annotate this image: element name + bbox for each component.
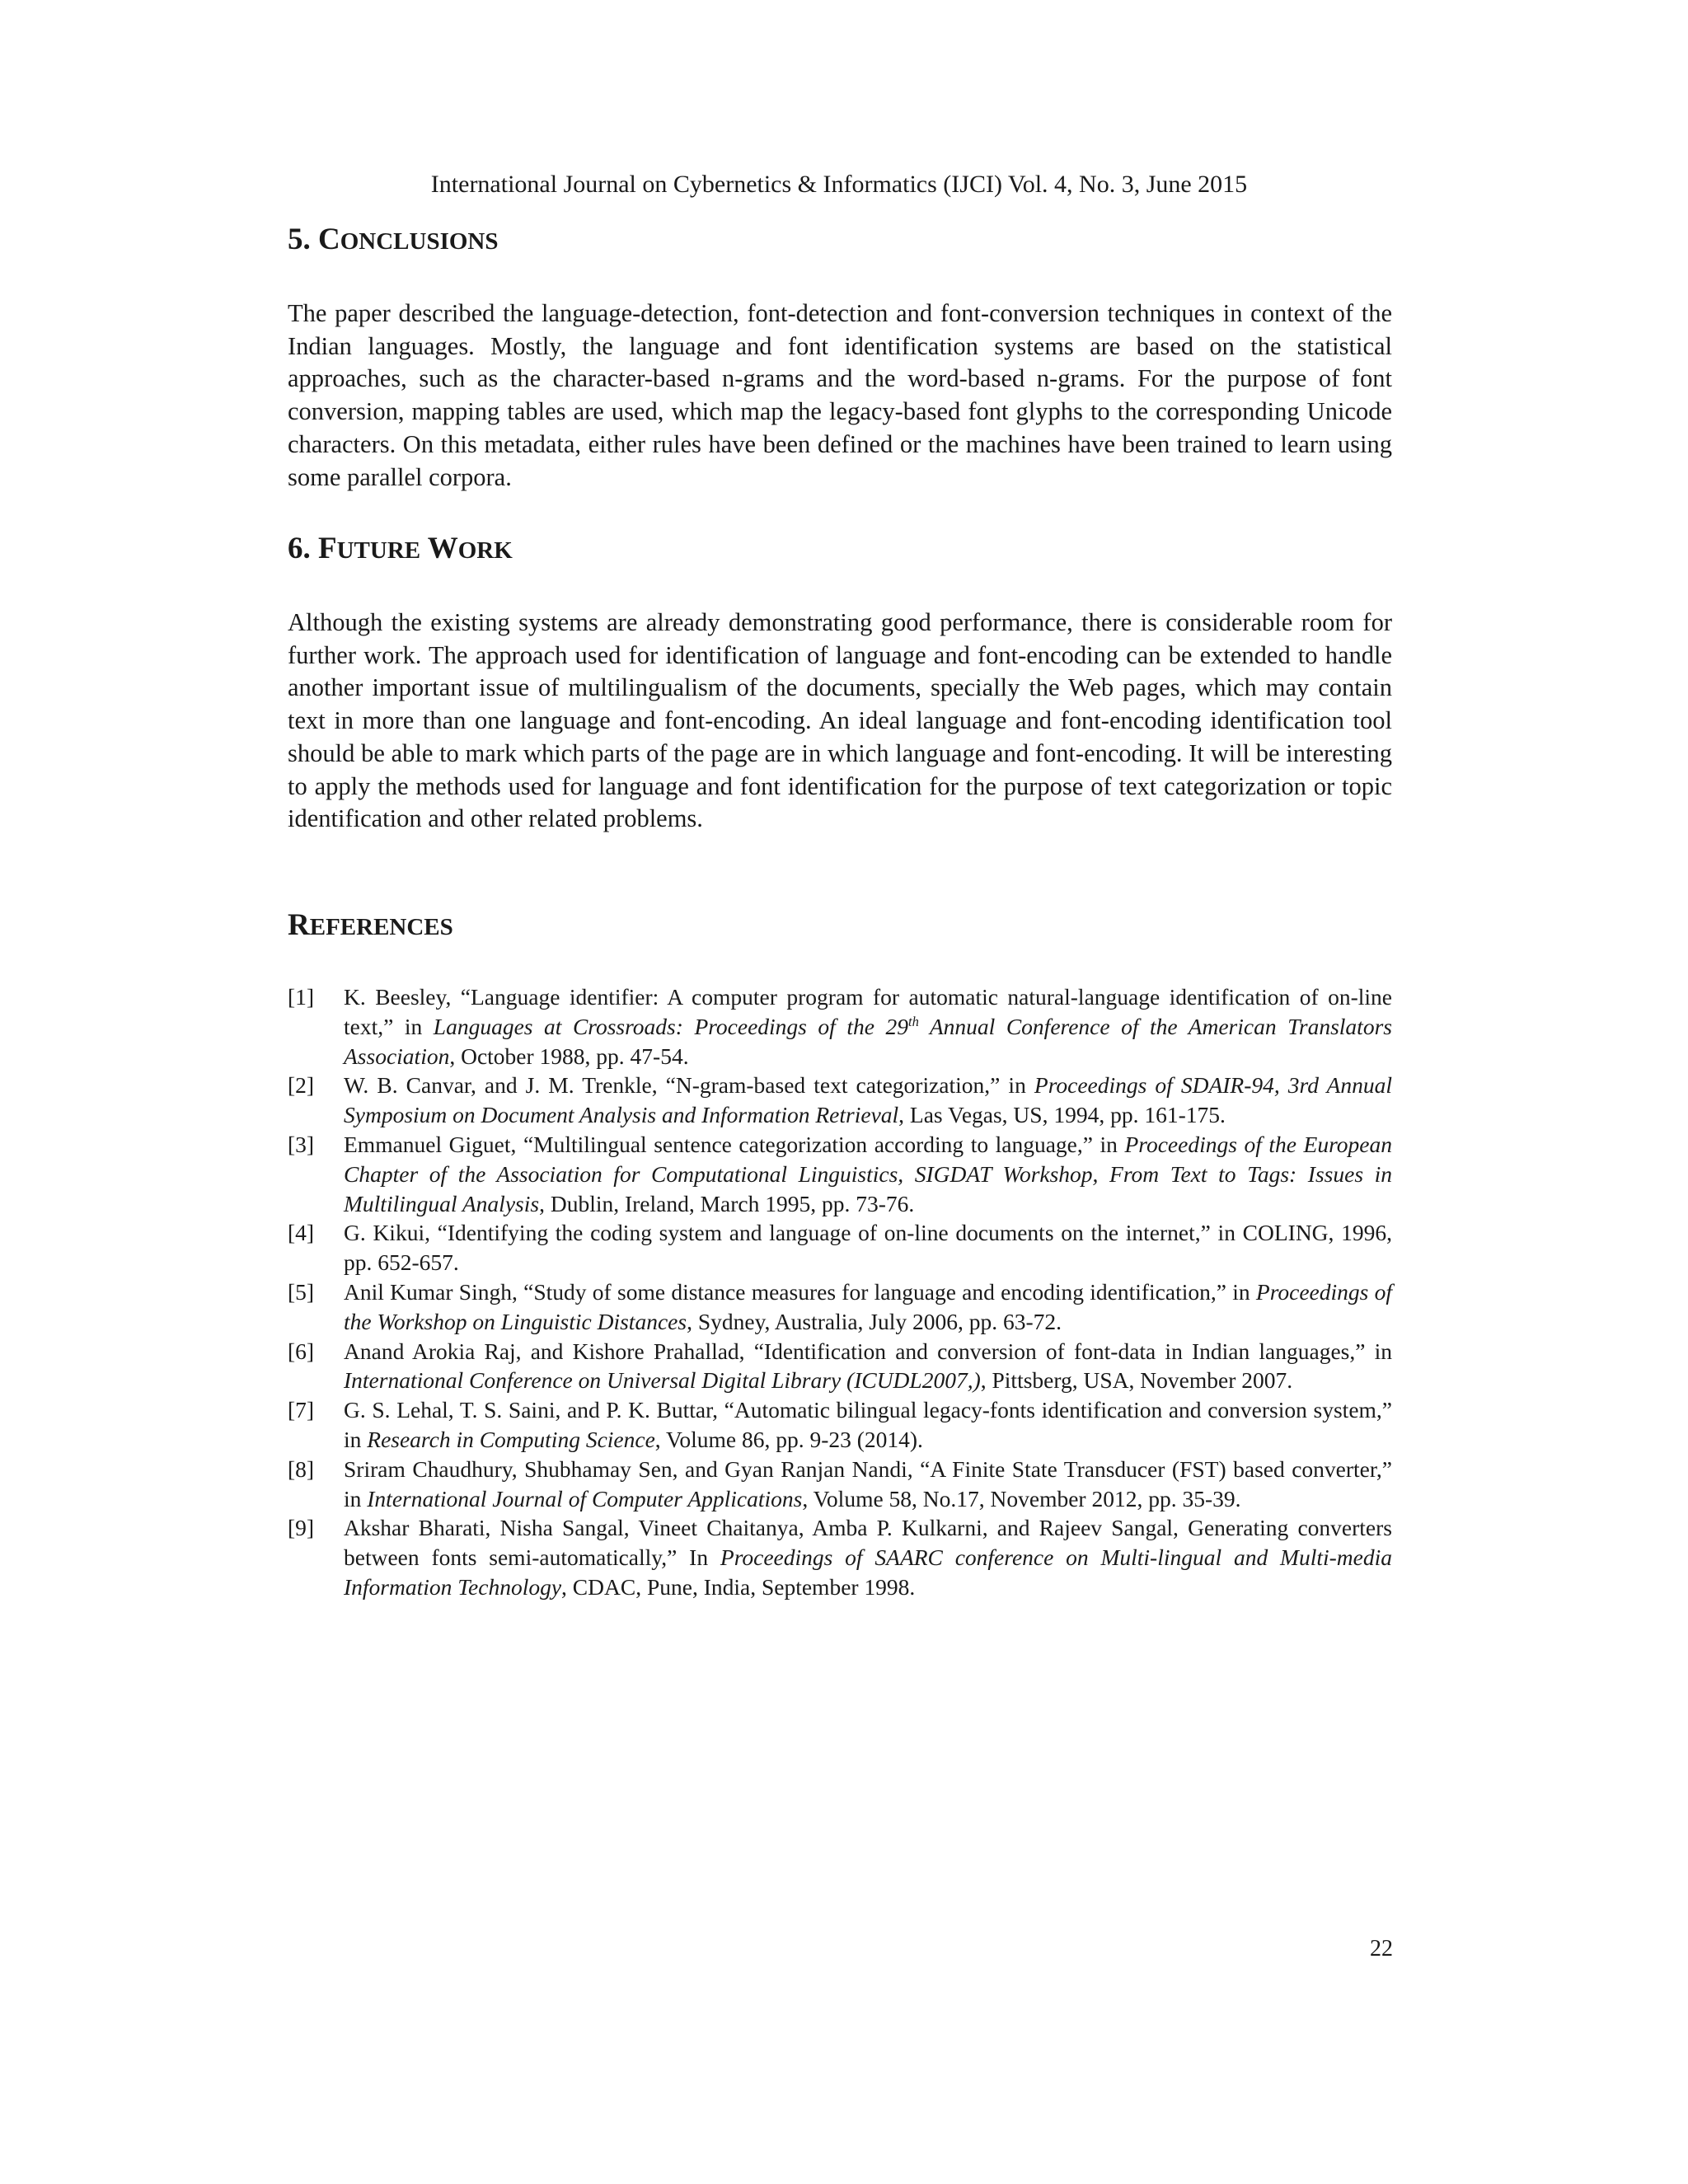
reference-number: [4] xyxy=(288,1220,315,1246)
reference-number: [2] xyxy=(288,1072,315,1099)
reference-item xyxy=(288,1277,1392,1337)
conclusions-body: The paper described the language-detection, font-detection and font-conversion techniques in context of the Indian languages. Mostly, the language and font identification systems are based on the statistical approaches, such as the character-based n-grams and the word-based n-grams. For the purpose of font conversion, mapping tables are used, which map the legacy-based font glyphs to the corresponding Unicode characters. On this metadata, either rules have been defined or the machines have been trained to learn using some parallel corpora. xyxy=(288,299,1392,491)
conclusions-section xyxy=(288,223,1392,494)
references-heading-block xyxy=(288,908,1392,944)
reference-text: W. B. Canvar, and J. M. Trenkle, “N-gram-based text categorization,” in Proceedings of SDAIR-94, 3rd Annual Symposium on Document Analysis and Information Retrieval, Las Vegas, US, 1994, pp. 161-175. xyxy=(344,1072,1392,1128)
reference-item xyxy=(288,1130,1392,1218)
future-work-title-initial-1: F xyxy=(318,532,337,565)
page-number: 22 xyxy=(1370,1936,1393,1961)
references-title-initial: R xyxy=(288,908,310,942)
running-header: International Journal on Cybernetics & Informatics (IJCI) Vol. 4, No. 3, June 2015 xyxy=(430,171,1248,198)
reference-item xyxy=(288,982,1392,1071)
future-work-number: 6. xyxy=(288,532,311,565)
future-work-title-rest-2: ORK xyxy=(457,537,513,564)
future-work-body: Although the existing systems are already demonstrating good performance, there is considerable room for further work. The approach used for identification of language and font-encoding can be extended to handle another important issue of multilingualism of the documents, specially the Web pages, which may contain text in more than one language and font-encoding. An ideal language and font-encoding identification tool should be able to mark which parts of the page are in which language and font-encoding. It will be interesting to apply the methods used for language and font identification for the purpose of text categorization or topic identification and other related problems. xyxy=(288,608,1392,833)
reference-text: Anil Kumar Singh, “Study of some distance measures for language and encoding identification,” in Proceedings of the Workshop on Linguistic Distances, Sydney, Australia, July 2006, pp. 63-72. xyxy=(344,1278,1392,1334)
future-work-title-initial-2: W xyxy=(427,532,458,565)
future-work-title-rest-1: UTURE xyxy=(336,537,421,564)
conclusions-title-rest: ONCLUSIONS xyxy=(340,228,499,255)
conclusions-heading xyxy=(288,223,1392,259)
references-title-rest: EFERENCES xyxy=(309,914,453,940)
future-work-section xyxy=(288,532,1392,836)
references-heading xyxy=(288,908,1392,944)
reference-text: Akshar Bharati, Nisha Sangal, Vineet Chaitanya, Amba P. Kulkarni, and Rajeev Sangal, Generating converters between fonts semi-automatically,” In Proceedings of SAARC conference on Multi-lingual and Multi-media Information Technology, CDAC, Pune, India, September 1998. xyxy=(344,1515,1392,1600)
reference-number: [6] xyxy=(288,1338,315,1364)
future-work-heading xyxy=(288,532,1392,568)
reference-text: Emmanuel Giguet, “Multilingual sentence categorization according to language,” in Proceedings of the European Chapter of the Association for Computational Linguistics, SIGDAT Workshop, From Text to Tags: Issues in Multilingual Analysis, Dublin, Ireland, March 1995, pp. 73-76. xyxy=(344,1131,1392,1216)
reference-number: [5] xyxy=(288,1278,315,1305)
reference-number: [3] xyxy=(288,1131,315,1157)
reference-number: [9] xyxy=(288,1515,315,1541)
conclusions-title-initial: C xyxy=(318,223,340,256)
reference-item xyxy=(288,1455,1392,1514)
reference-text: G. S. Lehal, T. S. Saini, and P. K. Buttar, “Automatic bilingual legacy-fonts identification and conversion system,” in Research in Computing Science, Volume 86, pp. 9-23 (2014). xyxy=(344,1397,1392,1452)
reference-text: Anand Arokia Raj, and Kishore Prahallad, “Identification and conversion of font-data in Indian languages,” in International Conference on Universal Digital Library (ICUDL2007,), Pittsberg, USA, November 2007. xyxy=(344,1338,1392,1394)
reference-item xyxy=(288,1071,1392,1130)
reference-item xyxy=(288,1395,1392,1455)
reference-number: [1] xyxy=(288,984,315,1010)
reference-item xyxy=(288,1337,1392,1396)
reference-text: G. Kikui, “Identifying the coding system and language of on-line documents on the internet,” in COLING, 1996, pp. 652-657. xyxy=(344,1220,1392,1276)
references-list xyxy=(288,982,1392,1602)
reference-text: K. Beesley, “Language identifier: A computer program for automatic natural-language identification of on-line text,” in Languages at Crossroads: Proceedings of the 29th Annual Conference of the American Translators Association, October 1988, pp. 47-54. xyxy=(344,984,1392,1069)
reference-number: [7] xyxy=(288,1397,315,1423)
conclusions-number: 5. xyxy=(288,223,311,256)
reference-item xyxy=(288,1218,1392,1277)
reference-text: Sriram Chaudhury, Shubhamay Sen, and Gyan Ranjan Nandi, “A Finite State Transducer (FST) based converter,” in International Journal of Computer Applications, Volume 58, No.17, November 2012, pp. 35-39. xyxy=(344,1455,1392,1511)
reference-number: [8] xyxy=(288,1455,315,1482)
reference-item xyxy=(288,1513,1392,1601)
